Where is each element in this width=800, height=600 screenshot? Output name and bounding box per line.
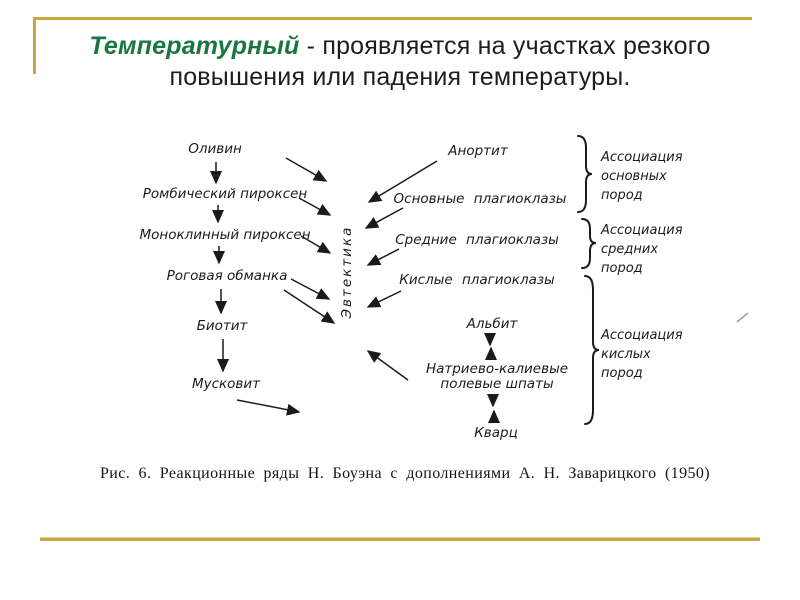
node-quartz: Кварц (474, 425, 518, 441)
assoc1-line1: Ассоциация (601, 150, 683, 165)
node-basic-plagioclase: Основные плагиоклазы (393, 191, 567, 207)
assoc1-line3: пород (601, 188, 643, 203)
node-anorthite: Анортит (448, 143, 508, 159)
arrow-basic-plag-to-eutectic (366, 208, 403, 228)
assoc3-line2: кислых (601, 347, 651, 362)
arrow-feldspar-to-eutectic (368, 351, 408, 380)
figure-caption: Рис. 6. Реакционные ряды Н. Боуэна с дополнениями А. Н. Заварицкого (1950) (99, 465, 711, 482)
arrow-anorthite-to-eutectic (369, 161, 437, 202)
node-olivine: Оливин (188, 141, 242, 157)
eutectic-label: Эвтектика (339, 225, 355, 319)
alkali-feldspar-line2: полевые шпаты (440, 376, 554, 392)
node-middle-plagioclase: Средние плагиоклазы (395, 232, 559, 248)
arrow-cpx-to-eutectic (301, 236, 330, 253)
node-acid-plagioclase: Кислые плагиоклазы (399, 272, 555, 288)
arrow-opx-to-eutectic (299, 198, 330, 215)
arrow-olivine-to-eutectic (286, 158, 326, 181)
scan-noise-mark (737, 313, 748, 322)
node-orthopyroxene: Ромбический пироксен (142, 186, 308, 202)
assoc3-line3: пород (601, 366, 643, 381)
arrow-middle-plag-to-eutectic (368, 249, 399, 265)
arrow-muscovite-out (237, 400, 299, 412)
node-albite: Альбит (466, 316, 518, 332)
arrow-acid-plag-to-eutectic (368, 291, 401, 307)
assoc1-line2: основных (601, 169, 667, 184)
title-emphasis: Температурный (89, 32, 300, 60)
node-clinopyroxene: Моноклинный пироксен (139, 227, 311, 243)
node-muscovite: Мусковит (191, 376, 261, 392)
brace-basic-rocks (578, 136, 592, 212)
arrow-hornblende-to-eutectic-1 (291, 279, 329, 299)
assoc2-line1: Ассоциация (601, 223, 683, 238)
node-hornblende: Роговая обманка (166, 268, 288, 284)
arrow-hornblende-to-eutectic-2 (284, 290, 334, 323)
assoc2-line2: средних (601, 242, 659, 257)
brace-acid-rocks (585, 276, 599, 424)
title-rest-line2: повышения или падения температуры. (169, 63, 631, 91)
assoc3-line1: Ассоциация (601, 328, 683, 343)
title-rest-line1: - проявляется на участках резкого (306, 32, 711, 60)
alkali-feldspar-line1: Натриево-калиевые (425, 361, 569, 377)
node-biotite: Биотит (196, 318, 248, 334)
assoc2-line3: пород (601, 261, 643, 276)
brace-middle-rocks (582, 219, 596, 268)
